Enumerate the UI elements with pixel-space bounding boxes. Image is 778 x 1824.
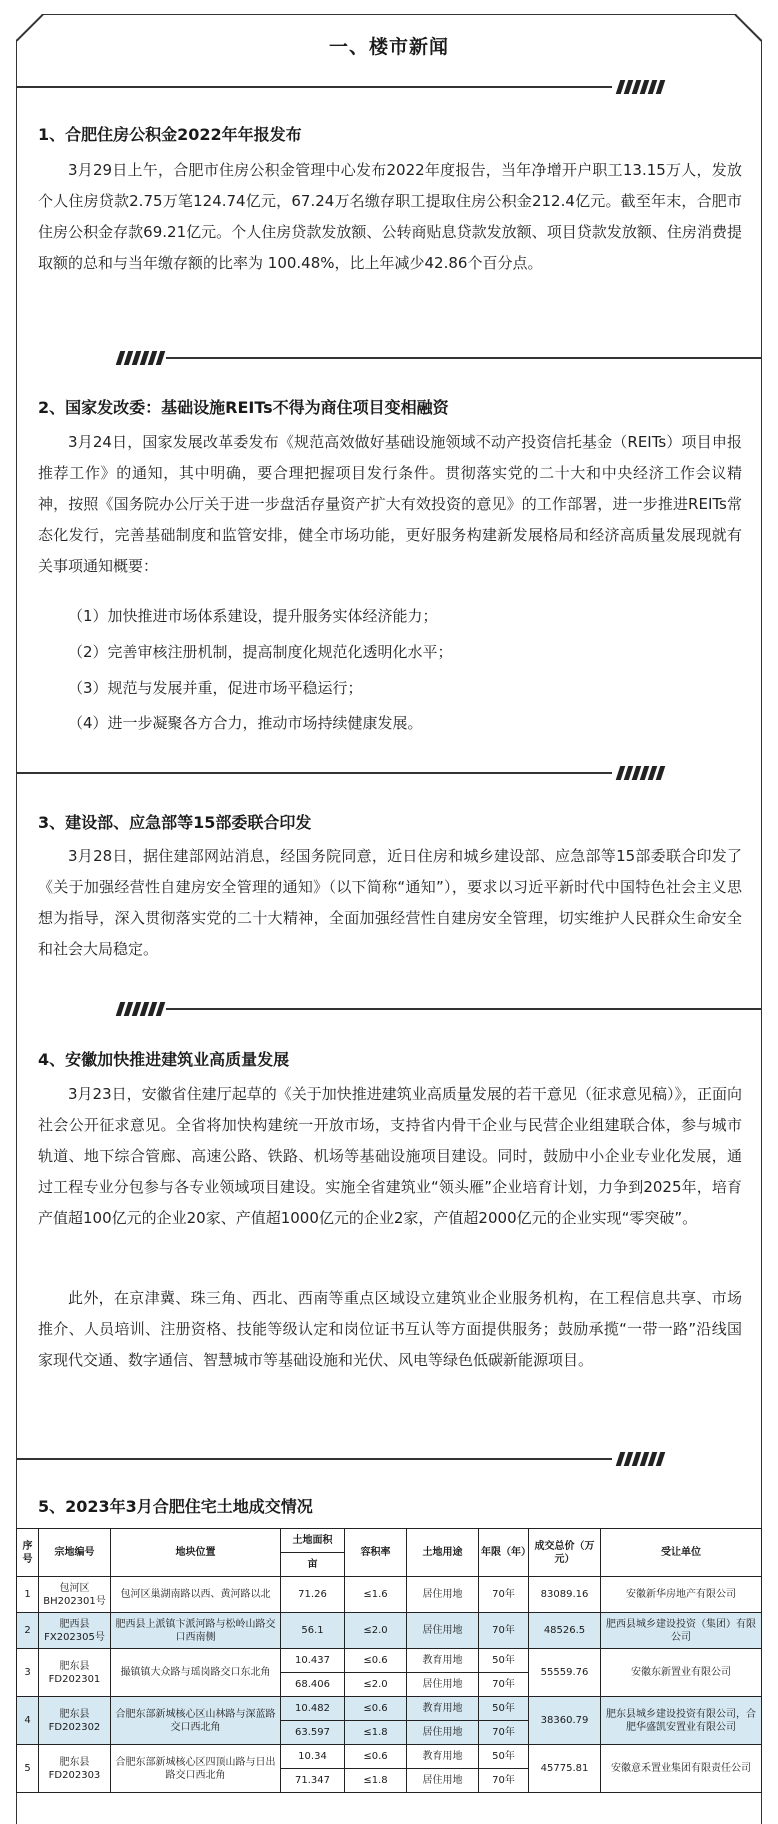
years-cell: 50年 bbox=[479, 1697, 529, 1721]
divider-stripes bbox=[118, 1002, 163, 1016]
location-cell: 包河区巢湖南路以西、黄河路以北 bbox=[111, 1577, 281, 1613]
row-number-cell: 1 bbox=[17, 1577, 39, 1613]
section-paragraph: 3月29日上午，合肥市住房公积金管理中心发布2022年度报告，当年净增开户职工13.15万人，发放个人住房贷款2.75万笔124.74亿元，67.24万名缴存职工提取住房公积金212.4亿元。截至年末，合肥市住房公积金存款69.21亿元。个人住房贷款发放额、公转商贴息贷款发放额、项目贷款发放额、住房消费提取额的总和与当年缴存额的比率为 100.48%，比上年减少42.86个百分点。 bbox=[38, 161, 742, 272]
parcel-code-cell: 肥西县 FX202305号 bbox=[39, 1613, 111, 1649]
table-header: 受让单位 bbox=[601, 1529, 762, 1577]
section-heading: 3、建设部、应急部等15部委联合印发 bbox=[38, 813, 312, 832]
plot-ratio-cell: ≤1.8 bbox=[345, 1721, 407, 1745]
list-item: （3）规范与发展并重，促进市场平稳运行； bbox=[68, 679, 363, 697]
list-item: （4）进一步凝聚各方合力，推动市场持续健康发展。 bbox=[68, 714, 423, 732]
table-header: 地块位置 bbox=[111, 1529, 281, 1577]
section-divider bbox=[16, 772, 612, 774]
location-cell: 合肥东部新城核心区四顶山路与日出路交口西北角 bbox=[111, 1745, 281, 1793]
table-row bbox=[17, 1697, 762, 1721]
parcel-code-cell: 肥东县 FD202301 bbox=[39, 1649, 111, 1697]
land-transaction-table bbox=[16, 1528, 762, 1793]
section-paragraph: 3月24日，国家发展改革委发布《规范高效做好基础设施领域不动产投资信托基金（REITs）项目申报推荐工作》的通知，其中明确，要合理把握项目发行条件。贯彻落实党的二十大和中央经济工作会议精神，按照《国务院办公厅关于进一步盘活存量资产扩大有效投资的意见》的工作部署，进一步推进REITs常态化发行，完善基础制度和监管安排，健全市场功能，更好服务构建新发展格局和经济高质量发展现就有关事项通知概要： bbox=[38, 433, 742, 575]
land-use-cell: 居住用地 bbox=[407, 1577, 479, 1613]
divider-stripes bbox=[618, 1452, 663, 1466]
land-use-cell: 居住用地 bbox=[407, 1673, 479, 1697]
years-cell: 50年 bbox=[479, 1649, 529, 1673]
location-cell: 合肥东部新城核心区山林路与深蓝路交口西北角 bbox=[111, 1697, 281, 1745]
plot-ratio-cell: ≤1.6 bbox=[345, 1577, 407, 1613]
area-cell: 63.597 bbox=[281, 1721, 345, 1745]
list-item: （2）完善审核注册机制，提高制度化规范化透明化水平； bbox=[68, 643, 453, 661]
parcel-code-cell: 肥东县 FD202302 bbox=[39, 1697, 111, 1745]
years-cell: 70年 bbox=[479, 1721, 529, 1745]
section-paragraph: 此外，在京津冀、珠三角、西北、西南等重点区域设立建筑业企业服务机构，在工程信息共享、市场推介、人员培训、注册资格、技能等级认定和岗位证书互认等方面提供服务；鼓励承揽“一带一路”沿线国家现代交通、数字通信、智慧城市等基础设施和光伏、风电等绿色低碳新能源项目。 bbox=[38, 1289, 742, 1369]
buyer-cell: 安徽东新置业有限公司 bbox=[601, 1649, 762, 1697]
table-header: 年限（年） bbox=[479, 1529, 529, 1577]
table-header: 成交总价（万元） bbox=[529, 1529, 601, 1577]
area-cell: 68.406 bbox=[281, 1673, 345, 1697]
row-number-cell: 4 bbox=[17, 1697, 39, 1745]
buyer-cell: 肥西县城乡建设投资（集团）有限公司 bbox=[601, 1613, 762, 1649]
years-cell: 70年 bbox=[479, 1613, 529, 1649]
area-cell: 10.34 bbox=[281, 1745, 345, 1769]
location-cell: 肥西县上派镇卞派河路与松岭山路交口西南侧 bbox=[111, 1613, 281, 1649]
divider-stripes bbox=[618, 766, 663, 780]
plot-ratio-cell: ≤2.0 bbox=[345, 1613, 407, 1649]
table-row bbox=[17, 1613, 762, 1649]
price-cell: 45775.81 bbox=[529, 1745, 601, 1793]
list-item: （1）加快推进市场体系建设，提升服务实体经济能力； bbox=[68, 607, 438, 625]
divider-stripes bbox=[618, 80, 663, 94]
plot-ratio-cell: ≤1.8 bbox=[345, 1769, 407, 1793]
table-row bbox=[17, 1649, 762, 1673]
area-cell: 10.437 bbox=[281, 1649, 345, 1673]
price-cell: 48526.5 bbox=[529, 1613, 601, 1649]
years-cell: 50年 bbox=[479, 1745, 529, 1769]
section-divider bbox=[16, 86, 612, 88]
buyer-cell: 安徽新华房地产有限公司 bbox=[601, 1577, 762, 1613]
section-divider bbox=[166, 357, 762, 359]
land-use-cell: 居住用地 bbox=[407, 1769, 479, 1793]
section-paragraph: 3月28日，据住建部网站消息，经国务院同意，近日住房和城乡建设部、应急部等15部委联合印发了《关于加强经营性自建房安全管理的通知》（以下简称“通知”），要求以习近平新时代中国特色社会主义思想为指导，深入贯彻落实党的二十大精神，全面加强经营性自建房安全管理，切实维护人民群众生命安全和社会大局稳定。 bbox=[38, 847, 742, 958]
divider-stripes bbox=[118, 351, 163, 365]
section-heading: 1、合肥住房公积金2022年年报发布 bbox=[38, 125, 302, 144]
section-divider bbox=[16, 1458, 612, 1460]
years-cell: 70年 bbox=[479, 1577, 529, 1613]
land-use-cell: 居住用地 bbox=[407, 1721, 479, 1745]
parcel-code-cell: 肥东县 FD202303 bbox=[39, 1745, 111, 1793]
plot-ratio-cell: ≤0.6 bbox=[345, 1649, 407, 1673]
table-header: 序号 bbox=[17, 1529, 39, 1577]
plot-ratio-cell: ≤2.0 bbox=[345, 1673, 407, 1697]
row-number-cell: 5 bbox=[17, 1745, 39, 1793]
section-divider bbox=[166, 1008, 762, 1010]
page-title: 一、楼市新闻 bbox=[328, 36, 449, 58]
plot-ratio-cell: ≤0.6 bbox=[345, 1697, 407, 1721]
area-cell: 71.26 bbox=[281, 1577, 345, 1613]
area-cell: 71.347 bbox=[281, 1769, 345, 1793]
parcel-code-cell: 包河区 BH202301号 bbox=[39, 1577, 111, 1613]
price-cell: 83089.16 bbox=[529, 1577, 601, 1613]
plot-ratio-cell: ≤0.6 bbox=[345, 1745, 407, 1769]
section-heading: 4、安徽加快推进建筑业高质量发展 bbox=[38, 1050, 290, 1069]
price-cell: 38360.79 bbox=[529, 1697, 601, 1745]
land-use-cell: 教育用地 bbox=[407, 1745, 479, 1769]
table-header: 容积率 bbox=[345, 1529, 407, 1577]
years-cell: 70年 bbox=[479, 1673, 529, 1697]
area-cell: 56.1 bbox=[281, 1613, 345, 1649]
row-number-cell: 2 bbox=[17, 1613, 39, 1649]
table-header: 土地面积 bbox=[281, 1529, 345, 1553]
table-row bbox=[17, 1745, 762, 1769]
land-use-cell: 教育用地 bbox=[407, 1649, 479, 1673]
price-cell: 55559.76 bbox=[529, 1649, 601, 1697]
section-paragraph: 3月23日，安徽省住建厅起草的《关于加快推进建筑业高质量发展的若干意见（征求意见稿）》，正面向社会公开征求意见。全省将加快构建统一开放市场，支持省内骨干企业与民营企业组建联合体，参与城市轨道、地下综合管廊、高速公路、铁路、机场等基础设施项目建设。同时，鼓励中小企业专业化发展，通过工程专业分包参与各专业领域项目建设。实施全省建筑业“领头雁”企业培育计划，力争到2025年，培育产值超100亿元的企业20家、产值超1000亿元的企业2家，产值超2000亿元的企业实现“零突破”。 bbox=[38, 1085, 742, 1227]
table-header: 宗地编号 bbox=[39, 1529, 111, 1577]
section-heading: 5、2023年3月合肥住宅土地成交情况 bbox=[38, 1497, 313, 1516]
table-header: 土地用途 bbox=[407, 1529, 479, 1577]
land-use-cell: 教育用地 bbox=[407, 1697, 479, 1721]
area-cell: 10.482 bbox=[281, 1697, 345, 1721]
table-row bbox=[17, 1577, 762, 1613]
land-use-cell: 居住用地 bbox=[407, 1613, 479, 1649]
table-header-unit: 亩 bbox=[281, 1553, 345, 1577]
location-cell: 撮镇镇大众路与瑶岗路交口东北角 bbox=[111, 1649, 281, 1697]
section-heading: 2、国家发改委：基础设施REITs不得为商住项目变相融资 bbox=[38, 398, 449, 417]
years-cell: 70年 bbox=[479, 1769, 529, 1793]
buyer-cell: 安徽意禾置业集团有限责任公司 bbox=[601, 1745, 762, 1793]
buyer-cell: 肥东县城乡建设投资有限公司，合肥华盛凯安置业有限公司 bbox=[601, 1697, 762, 1745]
row-number-cell: 3 bbox=[17, 1649, 39, 1697]
